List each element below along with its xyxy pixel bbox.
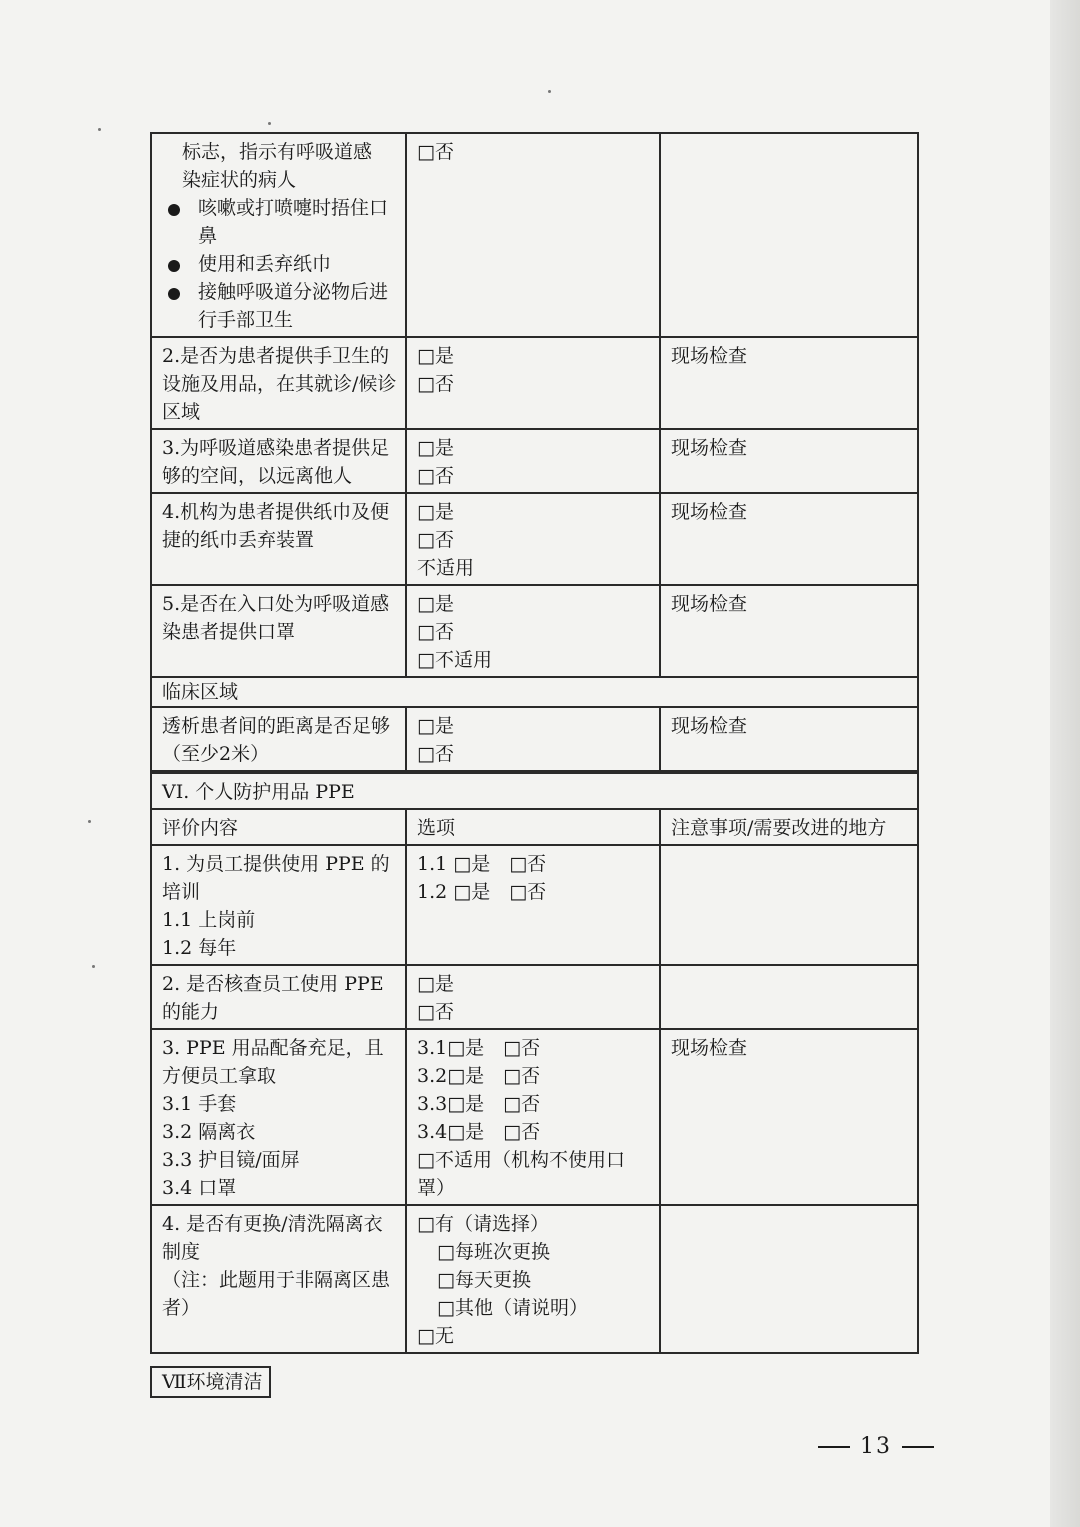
item-cell	[151, 845, 406, 965]
checkbox-option[interactable]: 3.3□是 □否	[417, 1093, 541, 1115]
item-cell	[151, 1029, 406, 1205]
item-cell	[151, 1205, 406, 1353]
checkbox-option[interactable]: 3.2□是 □否	[417, 1065, 541, 1087]
sub-item: 1.2 每年	[162, 937, 237, 959]
note-text: 现场检查	[660, 493, 918, 585]
table-row	[151, 845, 918, 965]
checkbox-option[interactable]: □否	[417, 621, 454, 643]
item-text: 3. PPE 用品配备充足，且方便员工拿取	[162, 1037, 384, 1087]
item-text: 3.为呼吸道感染患者提供足够的空间，以远离他人	[151, 429, 406, 493]
checkbox-option[interactable]: □是	[417, 593, 454, 615]
table-row	[151, 773, 918, 809]
scan-speck	[98, 128, 101, 131]
checkbox-option[interactable]: 1.2 □是 □否	[417, 881, 547, 903]
options-cell	[406, 1205, 660, 1353]
options-cell	[406, 493, 660, 585]
bullet-icon	[168, 204, 180, 216]
bullet-icon	[168, 288, 180, 300]
sub-item: （注：此题用于非隔离区患者）	[162, 1269, 391, 1319]
table-row	[151, 133, 918, 337]
sub-item: 3.4 口罩	[162, 1177, 237, 1199]
checkbox-option[interactable]: □有（请选择）	[417, 1213, 549, 1235]
section-heading: 临床区域	[151, 677, 918, 707]
checkbox-option[interactable]: 3.1□是 □否	[417, 1037, 541, 1059]
dash-left	[818, 1446, 850, 1448]
table-row	[151, 1367, 270, 1397]
checkbox-option[interactable]: □是	[417, 973, 454, 995]
checkbox-option[interactable]: 3.4□是 □否	[417, 1121, 541, 1143]
column-header: 注意事项/需要改进的地方	[660, 809, 918, 845]
note-text: 现场检查	[660, 1029, 918, 1205]
screening-table	[150, 132, 919, 772]
checkbox-option[interactable]: □其他（请说明）	[437, 1297, 588, 1319]
options-cell	[406, 1029, 660, 1205]
options-cell	[406, 337, 660, 429]
checkbox-option[interactable]: □否	[417, 465, 454, 487]
item-text: 4.机构为患者提供纸巾及便捷的纸巾丢弃装置	[151, 493, 406, 585]
checkbox-option[interactable]: □每班次更换	[437, 1241, 550, 1263]
item-text: 2. 是否核查员工使用 PPE 的能力	[151, 965, 406, 1029]
options-cell	[406, 429, 660, 493]
checkbox-option[interactable]: □是	[417, 715, 454, 737]
table-row	[151, 965, 918, 1029]
column-header: 评价内容	[151, 809, 406, 845]
note-text: 现场检查	[660, 585, 918, 677]
item-text: 4. 是否有更换/清洗隔离衣制度	[162, 1213, 383, 1263]
item-text: 透析患者间的距离是否足够（至少2米）	[151, 707, 406, 771]
page-number-text: 13	[860, 1434, 892, 1459]
bullet-icon	[168, 260, 180, 272]
options-cell	[406, 585, 660, 677]
checkbox-option[interactable]: □是	[417, 501, 454, 523]
item-text: 1. 为员工提供使用 PPE 的培训	[162, 853, 390, 903]
environment-table	[150, 1366, 271, 1398]
note-cell	[660, 965, 918, 1029]
section-title: Ⅶ环境清洁	[151, 1367, 270, 1397]
table-row	[151, 677, 918, 707]
column-header: 选项	[406, 809, 660, 845]
table-row	[151, 429, 918, 493]
options-cell	[406, 845, 660, 965]
item-text: 染症状的病人	[182, 169, 297, 191]
options-cell	[406, 133, 660, 337]
item-text: 标志，指示有呼吸道感	[182, 141, 373, 163]
sub-item: 1.1 上岗前	[162, 909, 256, 931]
table-row	[151, 1029, 918, 1205]
table-row	[151, 1205, 918, 1353]
item-text: 5.是否在入口处为呼吸道感染患者提供口罩	[151, 585, 406, 677]
note-text: 现场检查	[660, 707, 918, 771]
scan-speck	[88, 820, 91, 823]
checkbox-option[interactable]: 不适用	[417, 557, 475, 579]
bullet-item: 接触呼吸道分泌物后进行手部卫生	[162, 278, 399, 334]
table-row	[151, 337, 918, 429]
page-edge	[1050, 0, 1080, 1527]
checkbox-option[interactable]: 1.1 □是 □否	[417, 853, 547, 875]
section-title: VI. 个人防护用品 PPE	[151, 773, 918, 809]
header-row	[151, 809, 918, 845]
table-row	[151, 707, 918, 771]
checkbox-option[interactable]: □是	[417, 437, 454, 459]
table-row	[151, 585, 918, 677]
checkbox-option[interactable]: □不适用（机构不使用口罩）	[417, 1149, 625, 1199]
checkbox-option[interactable]: □否	[417, 141, 454, 163]
note-text: 现场检查	[660, 337, 918, 429]
bullet-item: 咳嗽或打喷嚏时捂住口鼻	[162, 194, 399, 250]
page-number	[808, 1434, 944, 1459]
checkbox-option[interactable]: □是	[417, 345, 454, 367]
note-cell	[660, 1205, 918, 1353]
checkbox-option[interactable]: □否	[417, 1001, 454, 1023]
checkbox-option[interactable]: □不适用	[417, 649, 492, 671]
bullet-item: 使用和丢弃纸巾	[162, 250, 399, 278]
checkbox-option[interactable]: □每天更换	[437, 1269, 531, 1291]
options-cell	[406, 965, 660, 1029]
sub-item: 3.3 护目镜/面屏	[162, 1149, 300, 1171]
item-text: 2.是否为患者提供手卫生的设施及用品，在其就诊/候诊区域	[151, 337, 406, 429]
note-cell	[660, 133, 918, 337]
sub-item: 3.1 手套	[162, 1093, 237, 1115]
item-cell	[151, 133, 406, 337]
table-row	[151, 493, 918, 585]
dash-right	[902, 1446, 934, 1448]
scan-speck	[268, 122, 271, 125]
ppe-table	[150, 772, 919, 1354]
scan-speck	[548, 90, 551, 93]
scan-speck	[92, 965, 95, 968]
checkbox-option[interactable]: □否	[417, 529, 454, 551]
checkbox-option[interactable]: □否	[417, 743, 454, 765]
checkbox-option[interactable]: □否	[417, 373, 454, 395]
options-cell	[406, 707, 660, 771]
note-text: 现场检查	[660, 429, 918, 493]
checkbox-option[interactable]: □无	[417, 1325, 454, 1347]
sub-item: 3.2 隔离衣	[162, 1121, 256, 1143]
note-cell	[660, 845, 918, 965]
